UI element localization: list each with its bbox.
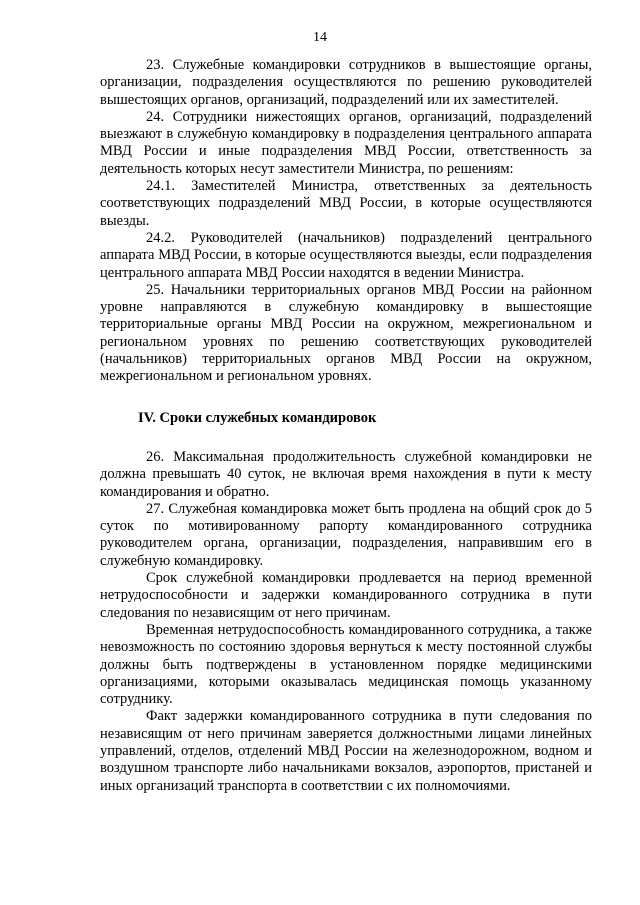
- paragraph-23: 23. Служебные командировки сотрудников в вышестоящие органы, организации, подразделения осуществляются по решению руководителей вышестоящих органов, организаций, подразделений или их заместителей.: [100, 57, 592, 108]
- paragraph-26: 26. Максимальная продолжительность служебной командировки не должна превышать 40 суток, не включая время нахождения в пути к месту командирования и обратно.: [100, 448, 592, 500]
- paragraph-delay: Факт задержки командированного сотрудника в пути следования по независящим от него причинам заверяется должностными лицами линейных управлений, отделов, отделений МВД России на железнодорожном, водном и воздушном транспорте либо начальниками вокзалов, аэропортов, пристаней и иных организаций транспорта в соответствии с их полномочиями.: [100, 708, 592, 794]
- document-body: [100, 57, 592, 795]
- paragraph-disability: Временная нетрудоспособность командированного сотрудника, а также невозможность по состоянию здоровья вернуться к месту постоянной службы должны быть подтверждены в установленном порядке медицинскими организациями, которыми оказывалась медицинская помощь указанному сотруднику.: [100, 621, 592, 708]
- paragraph-24: 24. Сотрудники нижестоящих органов, организаций, подразделений выезжают в служебную командировку в подразделения центрального аппарата МВД России и иные подразделения МВД России, ответственность за деятельность которых несут заместители Министра, по решениям:: [100, 108, 592, 177]
- paragraph-27: 27. Служебная командировка может быть продлена на общий срок до 5 суток по мотивированному рапорту командированного сотрудника руководителем органа, организации, подразделения, направившим его в служебную командировку.: [100, 500, 592, 569]
- paragraph-25: 25. Начальники территориальных органов МВД России на районном уровне направляются в служебную командировку в вышестоящие территориальные органы МВД России на окружном, межрегиональном и региональном уровнях по решению соответствующих руководителей (начальников) территориальных органов МВД России на окружном, межрегиональном и региональном уровнях.: [100, 281, 592, 385]
- page-number: 14: [313, 30, 327, 45]
- paragraph-24-1: 24.1. Заместителей Министра, ответственных за деятельность соответствующих подразделений МВД России, в которые осуществляются выезды.: [100, 178, 592, 229]
- section-title: IV. Сроки служебных командировок: [138, 409, 377, 426]
- paragraph-24-2: 24.2. Руководителей (начальников) подразделений центрального аппарата МВД России, в которые осуществляются выезды, если подразделения центрального аппарата МВД России находятся в ведении Министра.: [100, 229, 592, 281]
- paragraph-extension: Срок служебной командировки продлевается на период временной нетрудоспособности и задержки командированного сотрудника в пути следования по независящим от него причинам.: [100, 570, 592, 621]
